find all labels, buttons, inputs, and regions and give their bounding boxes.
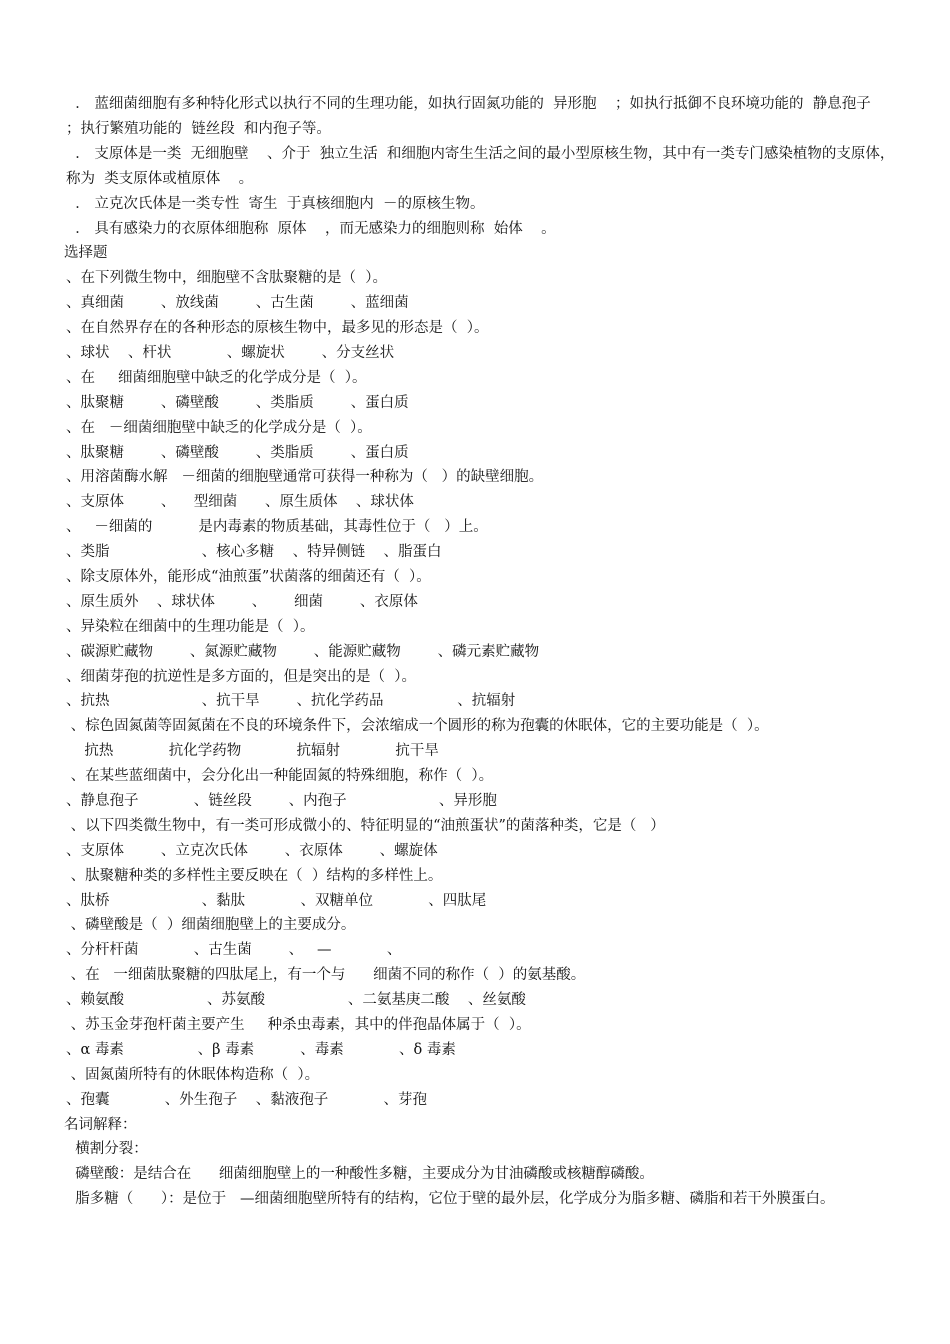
- question-line: 、苏玉金芽孢杆菌主要产生 种杀虫毒素，其中的伴孢晶体属于（ ）。: [66, 1017, 531, 1034]
- fill-in-item-2: ． 支原体是一类 无细胞壁 、介于 独立生活 和细胞内寄生生活之间的最小型原核生物，其中有一类专门感染植物的支原体，称为 类支原体或植原体 。: [66, 145, 895, 187]
- document-page: [66, 92, 896, 1212]
- term-entry: 磷壁酸：是结合在 细菌细胞壁上的一种酸性多糖，主要成分为甘油磷酸或核糖醇磷酸。: [66, 1166, 654, 1183]
- option-line: 、肽聚糖 、磷壁酸 、类脂质 、蛋白质: [66, 444, 409, 461]
- question-line: 、在某些蓝细菌中，会分化出一种能固氮的特殊细胞，称作（ ）。: [66, 768, 494, 785]
- option-line: 、抗热 、抗干旱 、抗化学药品 、抗辐射: [66, 693, 516, 710]
- question-line: 、 －细菌的 是内毒素的物质基础，其毒性位于（ ）上。: [66, 519, 488, 536]
- fill-in-item-4: ． 具有感染力的衣原体细胞称 原体 ，而无感染力的细胞则称 始体 。: [66, 220, 556, 237]
- question-line: 、在 细菌细胞壁中缺乏的化学成分是（ ）。: [66, 369, 367, 386]
- question-line: 、磷壁酸是（ ）细菌细胞壁上的主要成分。: [66, 917, 356, 934]
- option-line: 、碳源贮藏物 、氮源贮藏物 、能源贮藏物 、磷元素贮藏物: [66, 643, 540, 660]
- option-line: 、原生质外 、球状体 、 细菌 、衣原体: [66, 593, 418, 610]
- terms-section-heading: 名词解释：: [64, 1116, 137, 1133]
- option-line: 、支原体 、立克次氏体 、衣原体 、螺旋体: [66, 842, 438, 859]
- question-line: 、除支原体外，能形成“油煎蛋”状菌落的细菌还有（ ）。: [66, 568, 431, 585]
- option-line: 、肽桥 、黏肽 、双糖单位 、四肽尾: [66, 892, 487, 909]
- fill-in-item-1: ． 蓝细菌细胞有多种特化形式以执行不同的生理功能，如执行固氮功能的 异形胞 ；如执行抵御不良环境功能的 静息孢子 ；执行繁殖功能的 链丝段 和内孢子等。: [66, 96, 890, 137]
- option-line: 抗热 抗化学药物 抗辐射 抗干旱: [66, 743, 439, 760]
- question-line: 、异染粒在细菌中的生理功能是（ ）。: [66, 618, 315, 635]
- option-line: 、球状 、杆状 、螺旋状 、分支丝状: [66, 344, 395, 361]
- question-line: 、以下四类微生物中，有一类可形成微小的、特征明显的“油煎蛋状”的菌落种类，它是（ ）: [66, 817, 665, 834]
- question-line: 、肽聚糖种类的多样性主要反映在（ ）结构的多样性上。: [66, 867, 443, 884]
- option-line: 、类脂 、核心多糖 、特异侧链 、脂蛋白: [66, 544, 442, 561]
- option-line: 、分杆杆菌 、古生菌 、 — 、: [66, 942, 402, 959]
- term-entry: 脂多糖（ ）：是位于 —细菌细胞壁所特有的结构，它位于壁的最外层，化学成分为脂多糖、磷脂和若干外膜蛋白。: [66, 1191, 835, 1208]
- option-line: 、静息孢子 、链丝段 、内孢子 、异形胞: [66, 793, 497, 809]
- option-line: 、支原体 、 型细菌 、原生质体 、球状体: [66, 494, 414, 511]
- choice-section-heading: 选择题: [64, 245, 108, 262]
- question-line: 、用溶菌酶水解 －细菌的细胞壁通常可获得一种称为（ ）的缺壁细胞。: [66, 469, 544, 486]
- question-line: 、在下列微生物中，细胞壁不含肽聚糖的是（ ）。: [66, 270, 387, 287]
- option-line: 、孢囊 、外生孢子 、黏液孢子 、芽孢: [66, 1091, 428, 1108]
- term-entry: 横割分裂：: [66, 1141, 148, 1158]
- question-line: 、在 －细菌细胞壁中缺乏的化学成分是（ ）。: [66, 419, 372, 436]
- question-line: 、在 一细菌肽聚糖的四肽尾上，有一个与 细菌不同的称作（ ）的氨基酸。: [66, 967, 586, 984]
- option-line: 、赖氨酸 、苏氨酸 、二氨基庚二酸 、丝氨酸: [66, 992, 526, 1009]
- question-line: 、细菌芽孢的抗逆性是多方面的，但是突出的是（ ）。: [66, 668, 416, 685]
- question-line: 、棕色固氮菌等固氮菌在不良的环境条件下，会浓缩成一个圆形的称为孢囊的休眠体，它的主要功能是（ ）。: [66, 718, 769, 735]
- question-line: 、固氮菌所特有的休眠体构造称（ ）。: [66, 1066, 320, 1083]
- question-line: 、在自然界存在的各种形态的原核生物中，最多见的形态是（ ）。: [66, 320, 489, 337]
- option-line: 、α 毒素 、β 毒素 、毒素 、δ 毒素: [66, 1041, 456, 1058]
- option-line: 、真细菌 、放线菌 、古生菌 、蓝细菌: [66, 295, 409, 312]
- fill-in-item-3: ． 立克次氏体是一类专性 寄生 于真核细胞内 －的原核生物。: [66, 195, 485, 212]
- option-line: 、肽聚糖 、磷壁酸 、类脂质 、蛋白质: [66, 394, 409, 411]
